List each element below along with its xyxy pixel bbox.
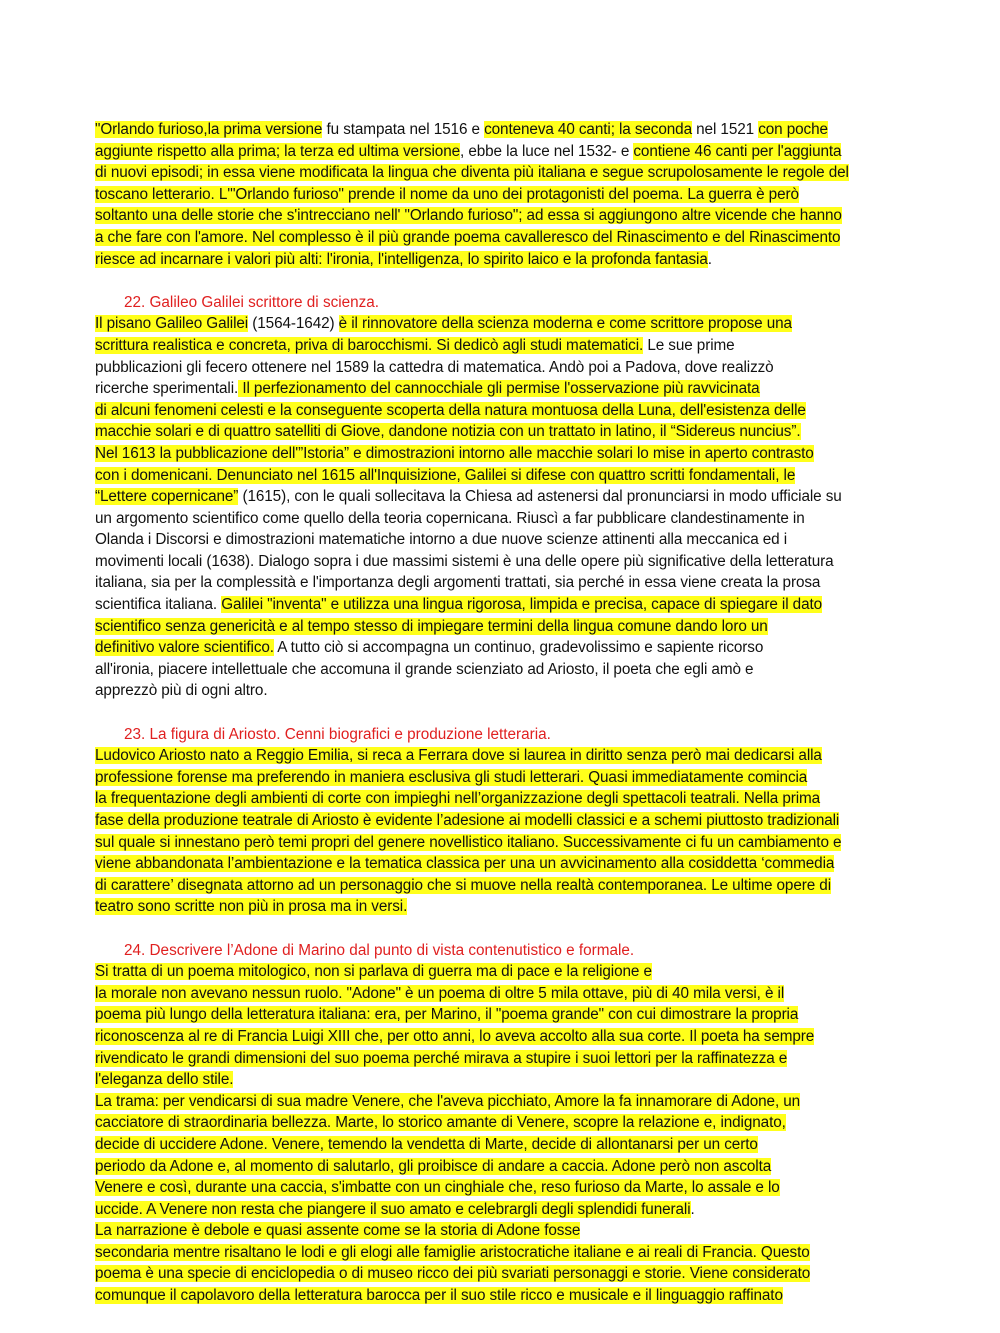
text-line xyxy=(95,1112,908,1134)
plain-text: . xyxy=(690,1200,695,1218)
highlighted-text: Il perfezionamento del cannocchiale gli permise l'osservazione più ravvicinata xyxy=(238,380,760,398)
text-line xyxy=(95,616,908,638)
plain-text: italiana, sia per la complessità e l'importanza degli argomenti trattati, sia perché in essa viene creata la prosa xyxy=(95,574,821,592)
text-line xyxy=(95,594,908,616)
highlighted-text: Galilei "inventa" e utilizza una lingua rigorosa, limpida e precisa, capace di spiegare il dato xyxy=(221,596,823,614)
text-line xyxy=(95,810,908,832)
text-line xyxy=(95,227,908,249)
highlighted-text: la frequentazione degli ambienti di corte con impieghi nell’organizzazione degli spettacoli teatrali. Nella prima xyxy=(95,790,821,808)
text-line xyxy=(95,205,908,227)
text-line xyxy=(95,443,908,465)
highlighted-text: a che fare con l'amore. Nel complesso è il più grande poema cavalleresco del Rinascimento e del Rinascimento xyxy=(95,228,841,246)
plain-text: (1564-1642) xyxy=(248,315,339,333)
highlighted-text: teatro sono scritte non più in prosa ma in versi. xyxy=(95,898,408,916)
text-line xyxy=(95,832,908,854)
plain-text: movimenti locali (1638). Dialogo sopra i due massimi sistemi è una delle opere più significative della letteratura xyxy=(95,552,834,570)
section-heading: 23. La figura di Ariosto. Cenni biografici e produzione letteraria. xyxy=(124,725,551,743)
text-line xyxy=(95,335,908,357)
highlighted-text: soltanto una delle storie che s'intrecciano nell' "Orlando furioso"; ad essa si aggiungono altre vicende che hanno xyxy=(95,207,842,225)
highlighted-text: comunque il capolavoro della letteratura barocca per il suo stile ricco e musicale e il linguaggio raffinato xyxy=(95,1287,783,1305)
text-line xyxy=(95,853,908,875)
text-line xyxy=(95,875,908,897)
highlighted-text: definitivo valore scientifico. xyxy=(95,639,274,657)
highlighted-text: scientifico senza genericità e al tempo stesso di impiegare termini della lingua comune dando loro un xyxy=(95,617,768,635)
highlighted-text: Si tratta di un poema mitologico, non si parlava di guerra ma di pace e la religione e xyxy=(95,963,652,981)
section-heading: 22. Galileo Galilei scrittore di scienza. xyxy=(124,293,380,311)
highlighted-text: "Orlando furioso,la prima versione xyxy=(95,121,323,138)
highlighted-text: riesce ad incarnare i valori più alti: l'ironia, l'intelligenza, lo spirito laico e la profonda fantasia xyxy=(95,250,708,268)
text-line xyxy=(95,745,908,767)
text-line xyxy=(95,1285,908,1307)
text-line xyxy=(95,551,908,573)
text-line xyxy=(95,1091,908,1113)
highlighted-text: Ludovico Ariosto nato a Reggio Emilia, si reca a Ferrara dove si laurea in diritto senza però mai dedicarsi alla xyxy=(95,747,822,765)
highlighted-text: sul quale si innestano però temi propri del genere novellistico italiano. Successivamente ci fu un cambiamento e xyxy=(95,833,842,851)
highlighted-text: conteneva 40 canti; la seconda xyxy=(484,121,692,138)
text-line xyxy=(95,659,908,681)
plain-text: un argomento scientifico come quello della teoria copernicana. Riuscì a far pubblicare clandestinamente in xyxy=(95,509,805,527)
highlighted-text: viene abbandonata l’ambientazione e la tematica classica per una un avvicinamento alla cosiddetta ‘commedia xyxy=(95,855,835,873)
text-line xyxy=(95,465,908,487)
text-line xyxy=(95,1242,908,1264)
highlighted-text: con i domenicani. Denunciato nel 1615 all'Inquisizione, Galilei si difese con quattro scritti fondamentali, le xyxy=(95,466,796,484)
plain-text: Le sue prime xyxy=(643,336,735,354)
text-line xyxy=(95,896,908,918)
text-line xyxy=(95,119,908,141)
highlighted-text: Venere e così, durante una caccia, s'imbatte con un cinghiale che, reso furioso da Marte, lo assale e lo xyxy=(95,1179,780,1197)
highlighted-text: decide di uccidere Adone. Venere, temendo la vendetta di Marte, decide di allontanarsi per un certo xyxy=(95,1135,758,1153)
highlighted-text: è il rinnovatore della scienza moderna e come scrittore propose una xyxy=(338,315,792,333)
text-line xyxy=(95,1026,908,1048)
text-line xyxy=(95,486,908,508)
text-line xyxy=(95,184,908,206)
text-line xyxy=(95,1069,908,1091)
highlighted-text: contiene 46 canti per l'aggiunta xyxy=(633,142,842,160)
plain-text: A tutto ciò si accompagna un continuo, gradevolissimo e sapiente ricorso xyxy=(273,639,764,657)
plain-text: (1615), con le quali sollecitava la Chiesa ad astenersi dal pronunciarsi in modo ufficiale su xyxy=(238,488,842,506)
plain-text: scientifica italiana. xyxy=(95,596,222,614)
plain-text: nel 1521 xyxy=(692,121,759,138)
highlighted-text: macchie solari e di quattro satelliti di Giove, dandone notizia con un trattato in latino, il “Sidereus nuncius”. xyxy=(95,423,801,441)
text-line xyxy=(95,637,908,659)
blank-line xyxy=(95,270,908,292)
highlighted-text: “Lettere copernicane” xyxy=(95,488,239,506)
highlighted-text: rivendicato le grandi dimensioni del suo poema perché mirava a stupire i suoi lettori per la raffinatezza e xyxy=(95,1049,788,1067)
text-line xyxy=(95,1220,908,1242)
plain-text: Olanda i Discorsi e dimostrazioni matematiche intorno a due nuove scienze attinenti alla meccanica ed i xyxy=(95,531,788,549)
plain-text: apprezzò più di ogni altro. xyxy=(95,682,268,700)
text-line xyxy=(95,1263,908,1285)
highlighted-text: poema più lungo della letteratura italiana: era, per Marino, il "poema grande" con cui dimostrare la propria xyxy=(95,1006,799,1024)
highlighted-text: professione forense ma preferendo in maniera esclusiva gli studi letterari. Quasi immediatamente comincia xyxy=(95,768,808,786)
plain-text: all'ironia, piacere intellettuale che accomuna il grande scienziato ad Ariosto, il poeta che egli amò e xyxy=(95,660,754,678)
text-line xyxy=(95,1004,908,1026)
blank-line xyxy=(95,918,908,940)
highlighted-text: poema è una specie di enciclopedia o di museo ricco dei più svariati personaggi e storie. Viene considerato xyxy=(95,1265,811,1283)
text-line xyxy=(95,313,908,335)
text-line xyxy=(95,767,908,789)
blank-line xyxy=(95,702,908,724)
text-line xyxy=(95,249,908,271)
plain-text: , ebbe la luce nel 1532- e xyxy=(460,142,634,160)
text-line xyxy=(95,1156,908,1178)
text-line xyxy=(95,421,908,443)
text-line xyxy=(95,572,908,594)
highlighted-text: di alcuni fenomeni celesti e la conseguente scoperta della natura montuosa della Luna, dell'esistenza delle xyxy=(95,401,806,419)
text-line xyxy=(95,983,908,1005)
highlighted-text: uccide. A Venere non resta che piangere il suo amato e celebrargli degli splendidi funerali xyxy=(95,1200,691,1218)
text-line xyxy=(95,508,908,530)
highlighted-text: toscano letterario. L'"Orlando furioso" prende il nome da uno dei protagonisti del poema. La guerra è però xyxy=(95,185,799,203)
text-line xyxy=(95,961,908,983)
highlighted-text: la morale non avevano nessun ruolo. "Adone" è un poema di oltre 5 mila ottave, più di 40 mila versi, è il xyxy=(95,984,785,1002)
text-line xyxy=(95,357,908,379)
highlighted-text: La narrazione è debole e quasi assente come se la storia di Adone fosse xyxy=(95,1222,581,1240)
plain-text: pubblicazioni gli fecero ottenere nel 1589 la cattedra di matematica. Andò poi a Padova, dove realizzò xyxy=(95,358,774,376)
section-heading: 24. Descrivere l’Adone di Marino dal punto di vista contenutistico e formale. xyxy=(124,941,635,959)
plain-text: ricerche sperimentali. xyxy=(95,380,239,398)
text-line xyxy=(95,162,908,184)
highlighted-text: scrittura realistica e concreta, priva di barocchismi. Si dedicò agli studi matematici. xyxy=(95,336,644,354)
text-line xyxy=(95,1199,908,1221)
text-line xyxy=(95,400,908,422)
highlighted-text: Nel 1613 la pubblicazione dell'”Istoria” e dimostrazioni intorno alle macchie solari lo mise in aperto contrasto xyxy=(95,444,814,462)
highlighted-text: l'eleganza dello stile. xyxy=(95,1071,234,1089)
text-line xyxy=(95,1177,908,1199)
plain-text: . xyxy=(707,250,712,268)
highlighted-text: Il pisano Galileo Galilei xyxy=(95,315,249,333)
text-line xyxy=(95,680,908,702)
highlighted-text: di nuovi episodi; in essa viene modificata la lingua che diventa più italiana e segue scrupolosamente le regole del xyxy=(95,164,849,182)
highlighted-text: cacciatore di straordinaria bellezza. Marte, lo storico amante di Venere, scopre la relazione e, indignato, xyxy=(95,1114,786,1132)
highlighted-text: fase della produzione teatrale di Ariosto è evidente l’adesione ai modelli classici e a schemi piuttosto tradizionali xyxy=(95,812,840,829)
highlighted-text: La trama: per vendicarsi di sua madre Venere, che l'aveva picchiato, Amore la fa innamorare di Adone, un xyxy=(95,1092,801,1110)
plain-text: fu stampata nel 1516 e xyxy=(322,121,485,138)
text-line xyxy=(95,788,908,810)
text-line xyxy=(95,378,908,400)
text-line xyxy=(95,529,908,551)
text-line xyxy=(95,1134,908,1156)
highlighted-text: riconoscenza al re di Francia Luigi XIII che, per otto anni, lo aveva accolto alla sua corte. Il poeta ha sempre xyxy=(95,1027,815,1045)
highlighted-text: con poche xyxy=(758,121,828,138)
highlighted-text: periodo da Adone e, al momento di salutarlo, gli proibisce di andare a caccia. Adone però non ascolta xyxy=(95,1157,772,1175)
highlighted-text: di carattere’ disegnata attorno ad un personaggio che si muove nella realtà contemporanea. Le ultime opere di xyxy=(95,876,832,894)
text-line xyxy=(95,1048,908,1070)
text-line xyxy=(95,141,908,163)
highlighted-text: aggiunte rispetto alla prima; la terza ed ultima versione xyxy=(95,142,461,160)
highlighted-text: secondaria mentre risaltano le lodi e gli elogi alle famiglie aristocratiche italiane e ai reali di Francia. Questo xyxy=(95,1243,810,1261)
